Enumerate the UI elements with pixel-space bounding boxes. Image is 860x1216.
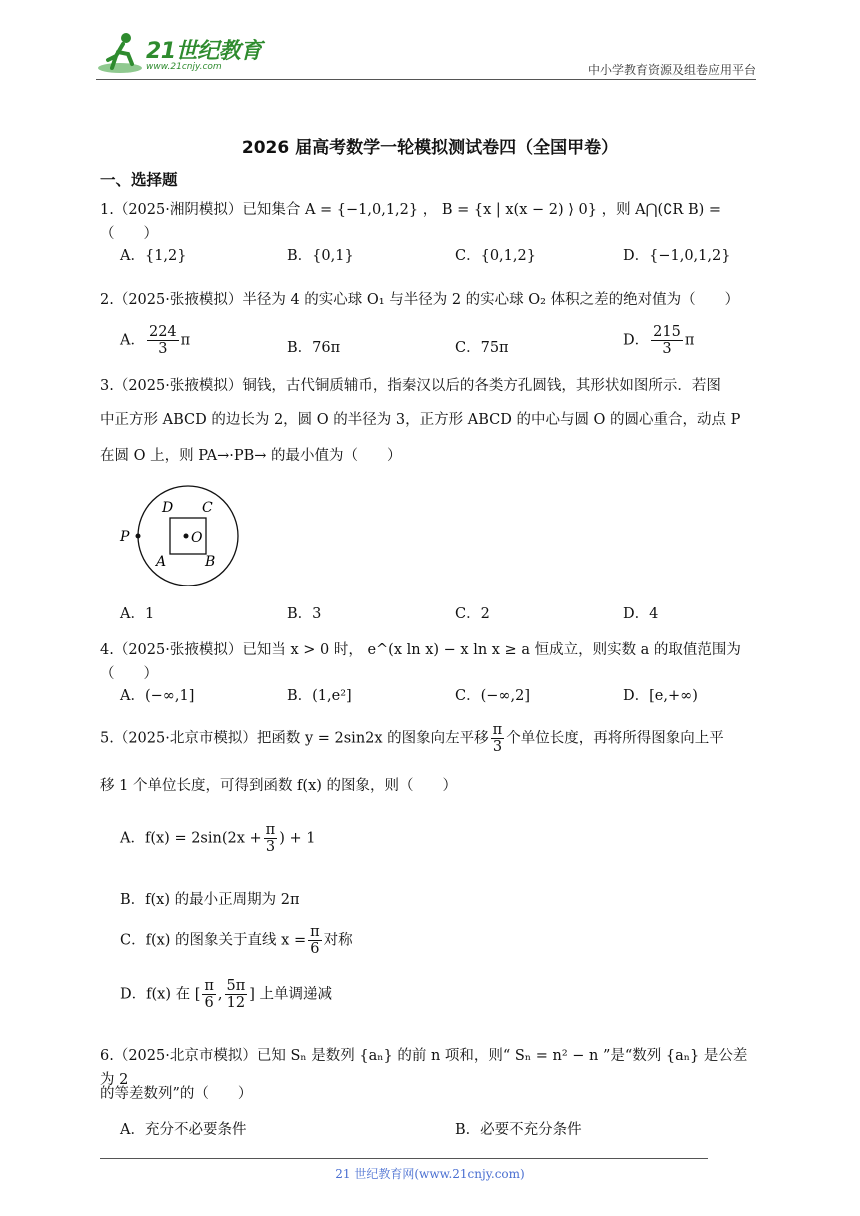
q5-c-fraction [308,924,322,957]
q5-option-b: B．f(x) 的最小正周期为 2π [120,892,300,908]
q5-d-den1: 6 [204,995,214,1011]
question-5-line-1 [100,722,724,755]
q2-a-denominator: 3 [158,341,168,357]
q5-line1-part-b: 个单位长度，再将所得图象向上平 [506,730,724,747]
q5-shift-num: π [492,722,503,738]
question-3-line-1: 3.（2025·张掖模拟）铜钱，古代铜质辅币，指秦汉以后的各类方孔圆钱，其形状如图所示．若图 [100,378,721,394]
question-1-stem: 1.（2025·湘阴模拟）已知集合 A = {−1,0,1,2} ， B = {x | x(x − 2) ⟩ 0} ，则 A⋂(∁R B) = （ ） [100,202,722,242]
footer-link[interactable]: 21 世纪教育网(www.21cnjy.com) [335,1167,525,1181]
q1-option-a: A．{1,2} [120,248,187,264]
q5-shift-den: 3 [492,739,503,755]
q5-d-fraction-2 [225,978,248,1011]
page-title: 2026 届高考数学一轮模拟测试卷四（全国甲卷） [241,138,619,158]
logo [96,30,266,78]
q5-line1-part-a: 5.（2025·北京市模拟）把函数 y = 2sin2x 的图象向左平移 [100,730,489,747]
q5-c-den: 6 [310,941,320,957]
q1-option-c: C．{0,1,2} [455,248,536,264]
header-divider [96,79,756,80]
label-b: B [205,554,216,570]
q2-a-numerator: 224 [148,324,177,340]
label-p: P [120,529,130,545]
q4-option-c: C．(−∞,2] [455,688,530,704]
q5-a-den: 3 [265,839,276,855]
label-c: C [202,500,213,516]
q2-a-pi: π [180,332,191,349]
q5-d-part-b: ] 上单调递减 [249,986,333,1003]
q5-a-fraction [264,822,278,855]
q5-option-a [120,822,315,855]
q5-c-num: π [310,924,320,940]
question-2-stem: 2.（2025·张掖模拟）半径为 4 的实心球 O₁ 与半径为 2 的实心球 O₂ 体积之差的绝对值为（ ） [100,292,740,308]
q5-d-part-a: D．f(x) 在 [ [120,986,201,1003]
q1-option-b: B．{0,1} [287,248,354,264]
section-heading: 一、选择题 [100,171,178,189]
header-tagline: 中小学教育资源及组卷应用平台 [587,63,756,77]
question-3-line-2: 中正方形 ABCD 的边长为 2，圆 O 的半径为 3，正方形 ABCD 的中心与圆 O 的圆心重合，动点 P [100,412,741,428]
q5-a-part-b: ) + 1 [279,830,316,847]
footer-divider [100,1158,708,1159]
q5-d-num2: 5π [226,978,246,994]
q5-shift-fraction [491,722,505,755]
q1-option-d: D．{−1,0,1,2} [623,248,731,264]
q5-d-fraction-1 [202,978,216,1011]
logo-text: 21世纪教育 [146,39,262,64]
q2-option-d [623,324,694,357]
q5-d-den2: 12 [226,995,246,1011]
q2-d-pi: π [684,332,695,349]
q2-option-a-fraction [147,324,179,357]
q3-option-c: C．2 [455,606,490,622]
q6-option-a: A．充分不必要条件 [120,1122,247,1138]
q4-option-b: B．(1,e²] [287,688,352,704]
q2-option-c: C．75π [455,340,509,356]
q2-d-denominator: 3 [662,341,672,357]
q2-d-numerator: 215 [653,324,681,340]
question-6-line-1: 6.（2025·北京市模拟）已知 Sₙ 是数列 {aₙ} 的前 n 项和，则“ Sₙ = n² − n ”是“数列 {aₙ} 是公差为 2 [100,1048,748,1088]
coin-figure [110,484,250,586]
q5-option-c [120,924,353,957]
q5-d-comma: , [217,986,223,1003]
question-6-line-2: 的等差数列”的（ ） [100,1086,253,1102]
q5-a-part-a: A．f(x) = 2sin(2x + [120,830,262,847]
question-3-line-3: 在圆 O 上，则 PA→·PB→ 的最小值为（ ） [100,448,402,464]
question-4-stem: 4.（2025·张掖模拟）已知当 x > 0 时， e^(x ln x) − x ln x ≥ a 恒成立，则实数 a 的取值范围为（ ） [100,642,741,682]
runner-logo-icon [96,30,144,76]
q4-option-a: A．(−∞,1] [120,688,195,704]
q4-option-d: D．[e,+∞) [623,688,698,704]
page-header [96,30,756,80]
q5-option-d [120,978,332,1011]
q2-option-a [120,324,190,357]
q3-option-d: D．4 [623,606,659,622]
label-o: O [191,530,203,546]
q5-d-num1: π [204,978,214,994]
q3-option-a: A．1 [120,606,155,622]
q2-option-a-label: A． [120,332,145,349]
q2-option-d-fraction [651,324,683,357]
logo-url: www.21cnjy.com [146,62,222,72]
label-a: A [156,554,167,570]
q6-option-b: B．必要不充分条件 [455,1122,582,1138]
q5-c-part-a: C．f(x) 的图象关于直线 x = [120,932,307,949]
q3-option-b: B．3 [287,606,322,622]
q2-option-b: B．76π [287,340,341,356]
q2-option-d-label: D． [623,332,650,349]
q5-c-part-b: 对称 [323,932,353,949]
q5-a-num: π [265,822,276,838]
label-d: D [162,500,174,516]
question-5-line-2: 移 1 个单位长度，可得到函数 f(x) 的图象，则（ ） [100,778,458,794]
